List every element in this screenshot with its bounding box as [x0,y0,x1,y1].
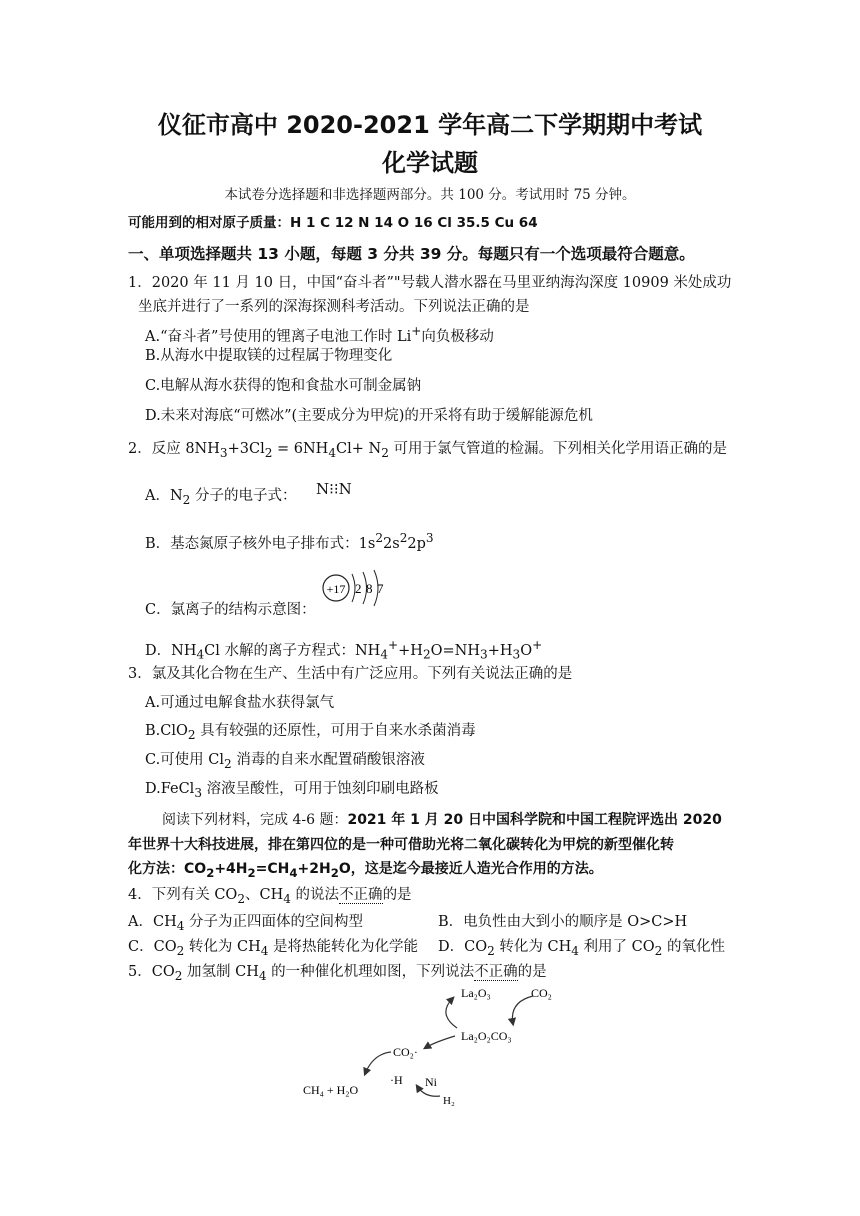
q2-option-d: D．$NH_4Cl$ 水解的离子方程式：$NH_4^++H_2O=NH_3+H_3O^+$ [145,638,543,662]
reading-line2: 年世界十大科技进展，排在第四位的是一种可借助光将二氧化碳转化为甲烷的新型催化转 [128,837,674,853]
q3-option-c: C.可使用 $Cl_2$ 消毒的自来水配置硝酸银溶液 [145,752,425,771]
q5-stem: 5．$CO_2$ 加氢制 $CH_4$ 的一种催化机理如图，下列说法不正确的是 [128,964,547,983]
q2-option-a: A．$N_2$ 分子的电子式： [145,488,297,507]
co2-release-arrow [425,1036,455,1048]
n2-electron-formula: N⁝⁝N [316,480,352,498]
q1-stem-line1: 1．2020 年 11 月 10 日，中国“奋斗者”"号载人潜水器在马里亚纳海沟深度 10909 米处成功 [128,275,732,291]
co2-input-label: CO₂ [531,986,552,1000]
catalytic-mechanism-diagram [295,980,575,1110]
h2-label: H₂ [443,1095,455,1107]
subject-title: 化学试题 [382,149,478,177]
q2-option-c: C．氯离子的结构示意图： [145,602,316,618]
q1-option-a: A.“奋斗者”号使用的锂离子电池工作时 Li+向负极移动 [145,324,494,345]
products-label: CH₄ + H₂O [303,1083,359,1097]
chloride-ion-diagram [318,568,398,614]
q2-option-b: B．基态氮原子核外电子排布式：$1s^22s^22p^3$ [145,531,434,552]
shell-1-count: 2 [355,581,362,596]
shell-2-count: 8 [366,581,373,596]
q1-stem-line2: 坐底并进行了一系列的深海探测科考活动。下列说法正确的是 [138,299,530,315]
q4-option-a: A．$CH_4$ 分子为正四面体的空间构型 [128,914,364,933]
q4-option-d: D．$CO_2$ 转化为 $CH_4$ 利用了 $CO_2$ 的氧化性 [438,939,725,958]
q1-option-d: D.未来对海底“可燃冰”(主要成分为甲烷)的开采将有助于缓解能源危机 [145,408,593,424]
q1-option-c: C.电解从海水获得的饱和食盐水可制金属钠 [145,378,422,394]
shell-3-count: 7 [377,581,384,596]
q3-stem: 3．氯及其化合物在生产、生活中有广泛应用。下列有关说法正确的是 [128,666,573,682]
nucleus-charge: +17 [326,582,346,596]
co2-radical-label: CO₂· [393,1045,418,1059]
q3-option-a: A.可通过电解食盐水获得氯气 [145,695,335,711]
ni-label: Ni [425,1075,437,1089]
q4-stem: 4．下列有关 $CO_2$、$CH_4$ 的说法不正确的是 [128,887,412,906]
atomic-masses: 可能用到的相对原子质量：H 1 C 12 N 14 O 16 Cl 35.5 Cu 64 [128,215,538,231]
q4-option-b: B．电负性由大到小的顺序是 O>C>H [438,914,688,930]
reading-line3: 化方法：$CO_2+4H_2=CH_4+2H_2O$，这是迄今最接近人造光合作用的方法。 [128,861,603,880]
q3-option-d: D.FeCl$_3$ 溶液呈酸性，可用于蚀刻印刷电路板 [145,781,439,800]
exam-intro: 本试卷分选择题和非选择题两部分。共 100 分。考试用时 75 分钟。 [224,187,636,203]
la2o3-label: La₂O₃ [461,986,491,1000]
q3-option-b: B.ClO$_2$ 具有较强的还原性，可用于自来水杀菌消毒 [145,723,476,742]
reading-line1: 阅读下列材料，完成 4-6 题：2021 年 1 月 20 日中国科学院和中国工程院评选出 2020 [162,812,722,828]
regeneration-arrow [446,998,457,1028]
la2o2co3-label: La₂O₂CO₃ [461,1029,512,1043]
q1-option-b: B.从海水中提取镁的过程属于物理变化 [145,348,393,364]
exam-title: 仪征市高中 2020-2021 学年高二下学期期中考试 [157,111,703,139]
conversion-arrow [365,1052,391,1074]
q2-stem: 2．反应 $8NH_3+3Cl_2 = 6NH_4Cl+ N_2$ 可用于氯气管道的检漏。下列相关化学用语正确的是 [128,441,727,460]
q4-option-c: C．$CO_2$ 转化为 $CH_4$ 是将热能转化为化学能 [128,939,419,958]
section-heading: 一、单项选择题共 13 小题，每题 3 分共 39 分。每题只有一个选项最符合题意。 [128,245,695,263]
co2-uptake-arrow [512,996,533,1024]
h-radical-label: ·H [390,1073,403,1087]
